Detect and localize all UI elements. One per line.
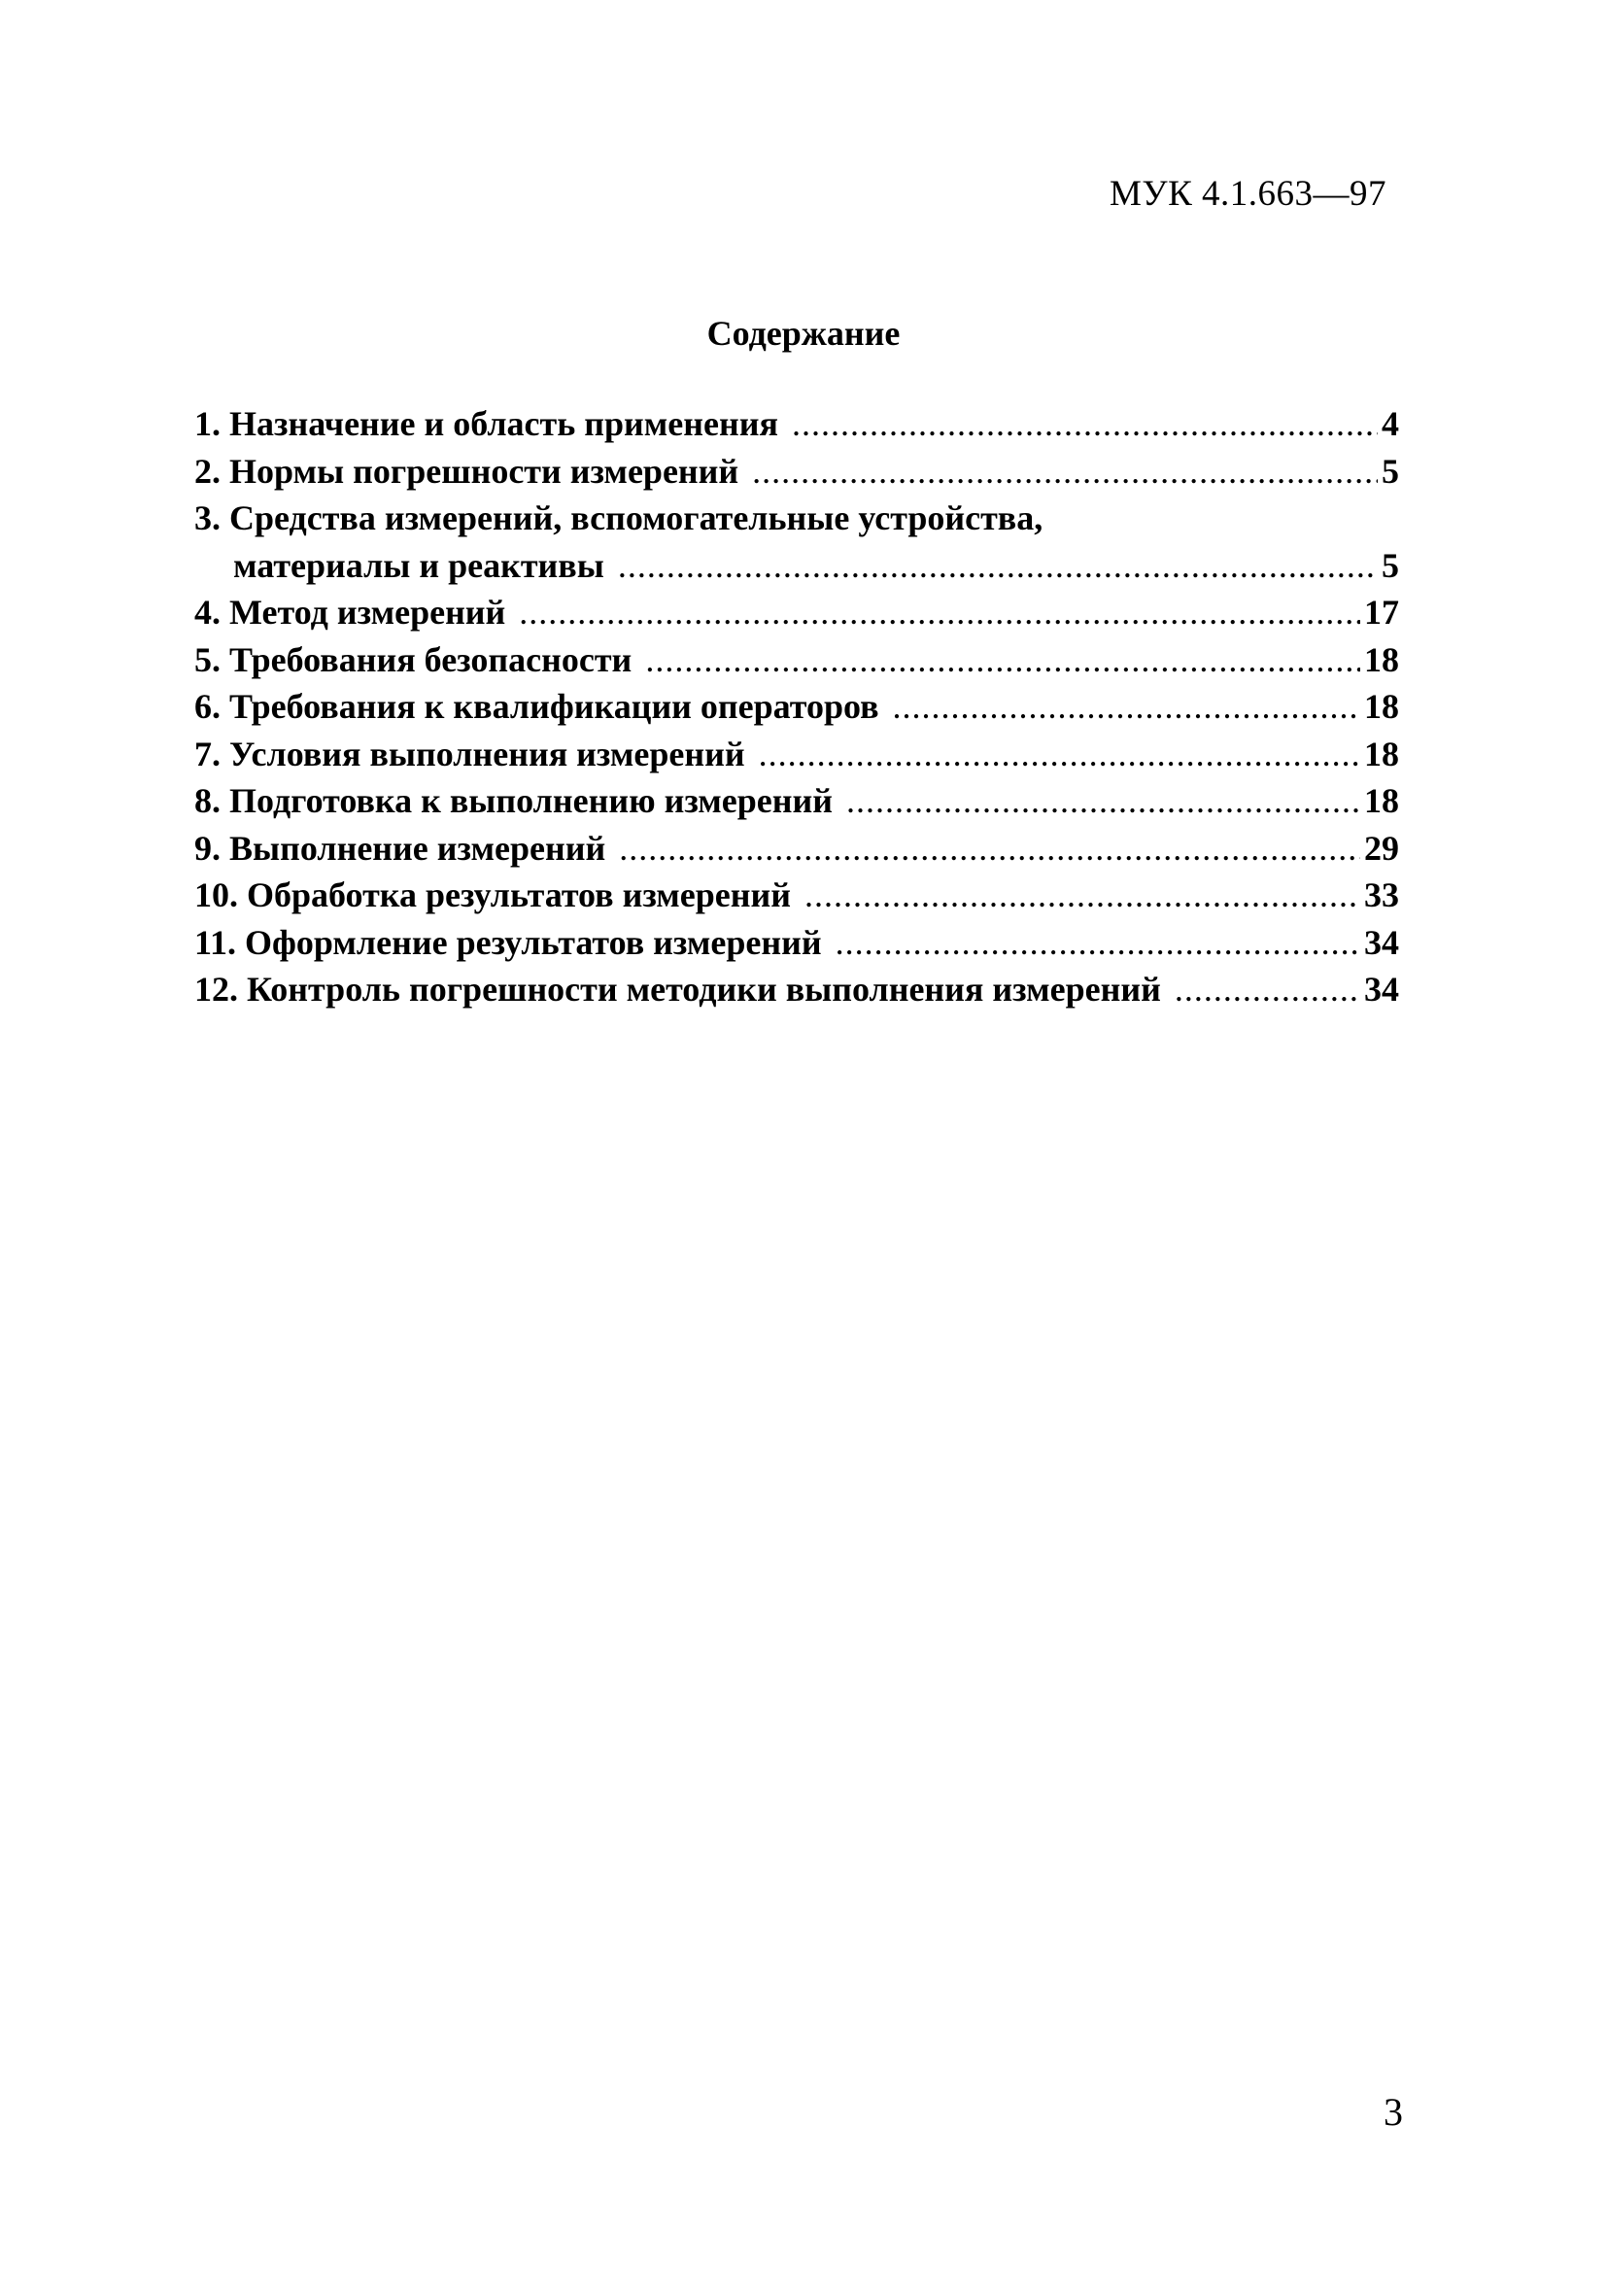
toc-entry-number: 10. [194,875,238,914]
toc-entry-page: 18 [1364,687,1399,726]
toc-entry-page: 34 [1364,922,1399,962]
toc-entry-number: 8. [194,781,221,820]
toc-leader-dots [804,874,1360,915]
toc-leader-dots [759,734,1360,774]
toc-leader-dots [1175,969,1360,1010]
toc-leader-dots [619,828,1360,869]
toc-entry-3-line-1[interactable] [194,497,1399,545]
toc-entry-page: 18 [1364,781,1399,820]
toc-entry-number: 4. [194,593,221,632]
toc-entry-5[interactable] [194,639,1399,687]
toc-entry-1[interactable] [194,403,1399,451]
toc-entry-4[interactable] [194,592,1399,639]
toc-entry-page: 4 [1382,404,1399,443]
toc-entry-number: 9. [194,828,221,868]
toc-entry-number: 3. [194,498,221,537]
toc-entry-page: 5 [1382,545,1399,585]
toc-leader-dots [836,922,1360,963]
toc-leader-dots [846,780,1360,821]
toc-entry-label: Назначение и область применения [229,404,778,443]
toc-entry-label: Оформление результатов измерений [245,922,822,962]
toc-entry-label: Средства измерений, вспомогательные устройства, [229,498,1043,537]
toc-entry-number: 6. [194,687,221,726]
document-code: МУК 4.1.663—97 [1109,174,1386,214]
toc-entry-9[interactable] [194,828,1399,875]
toc-entry-page: 17 [1364,593,1399,632]
toc-entry-number: 2. [194,451,221,491]
toc-entry-number: 11. [194,922,237,962]
toc-entry-11[interactable] [194,922,1399,970]
toc-entry-label: Подготовка к выполнению измерений [229,781,833,820]
toc-leader-dots [792,403,1378,444]
toc-entry-3-line-2[interactable] [194,545,1399,593]
toc-entry-page: 29 [1364,828,1399,868]
toc-title: Содержание [706,314,901,353]
toc-leader-dots [752,451,1378,492]
toc-entry-page: 5 [1382,451,1399,491]
page-number: 3 [1384,2090,1403,2134]
toc-entry-2[interactable] [194,451,1399,498]
toc-entry-8[interactable] [194,780,1399,828]
toc-entry-label: Контроль погрешности методики выполнения измерений [247,970,1161,1009]
toc-entry-label: Метод измерений [229,593,506,632]
toc-entry-6[interactable] [194,686,1399,734]
toc-entry-number: 5. [194,639,221,679]
toc-entry-label: Нормы погрешности измерений [229,451,739,491]
toc-entry-page: 33 [1364,875,1399,914]
toc-leader-dots [618,545,1378,586]
toc-entry-10[interactable] [194,874,1399,922]
toc-entry-number: 12. [194,970,238,1009]
toc-entry-page: 18 [1364,639,1399,679]
table-of-contents [194,403,1399,1016]
toc-entry-page: 18 [1364,734,1399,773]
toc-entry-7[interactable] [194,734,1399,781]
toc-entry-number: 7. [194,734,221,773]
toc-entry-label: Требования безопасности [229,639,633,679]
toc-entry-label: Условия выполнения измерений [229,734,745,773]
toc-entry-number: 1. [194,404,221,443]
toc-entry-label: Требования к квалификации операторов [229,687,879,726]
toc-leader-dots [893,686,1360,727]
toc-entry-label-continuation: материалы и реактивы [233,545,604,585]
toc-entry-page: 34 [1364,970,1399,1009]
toc-entry-label: Выполнение измерений [229,828,606,868]
toc-entry-label: Обработка результатов измерений [247,875,792,914]
toc-leader-dots [645,639,1360,680]
toc-leader-dots [519,592,1360,633]
toc-entry-12[interactable] [194,969,1399,1016]
